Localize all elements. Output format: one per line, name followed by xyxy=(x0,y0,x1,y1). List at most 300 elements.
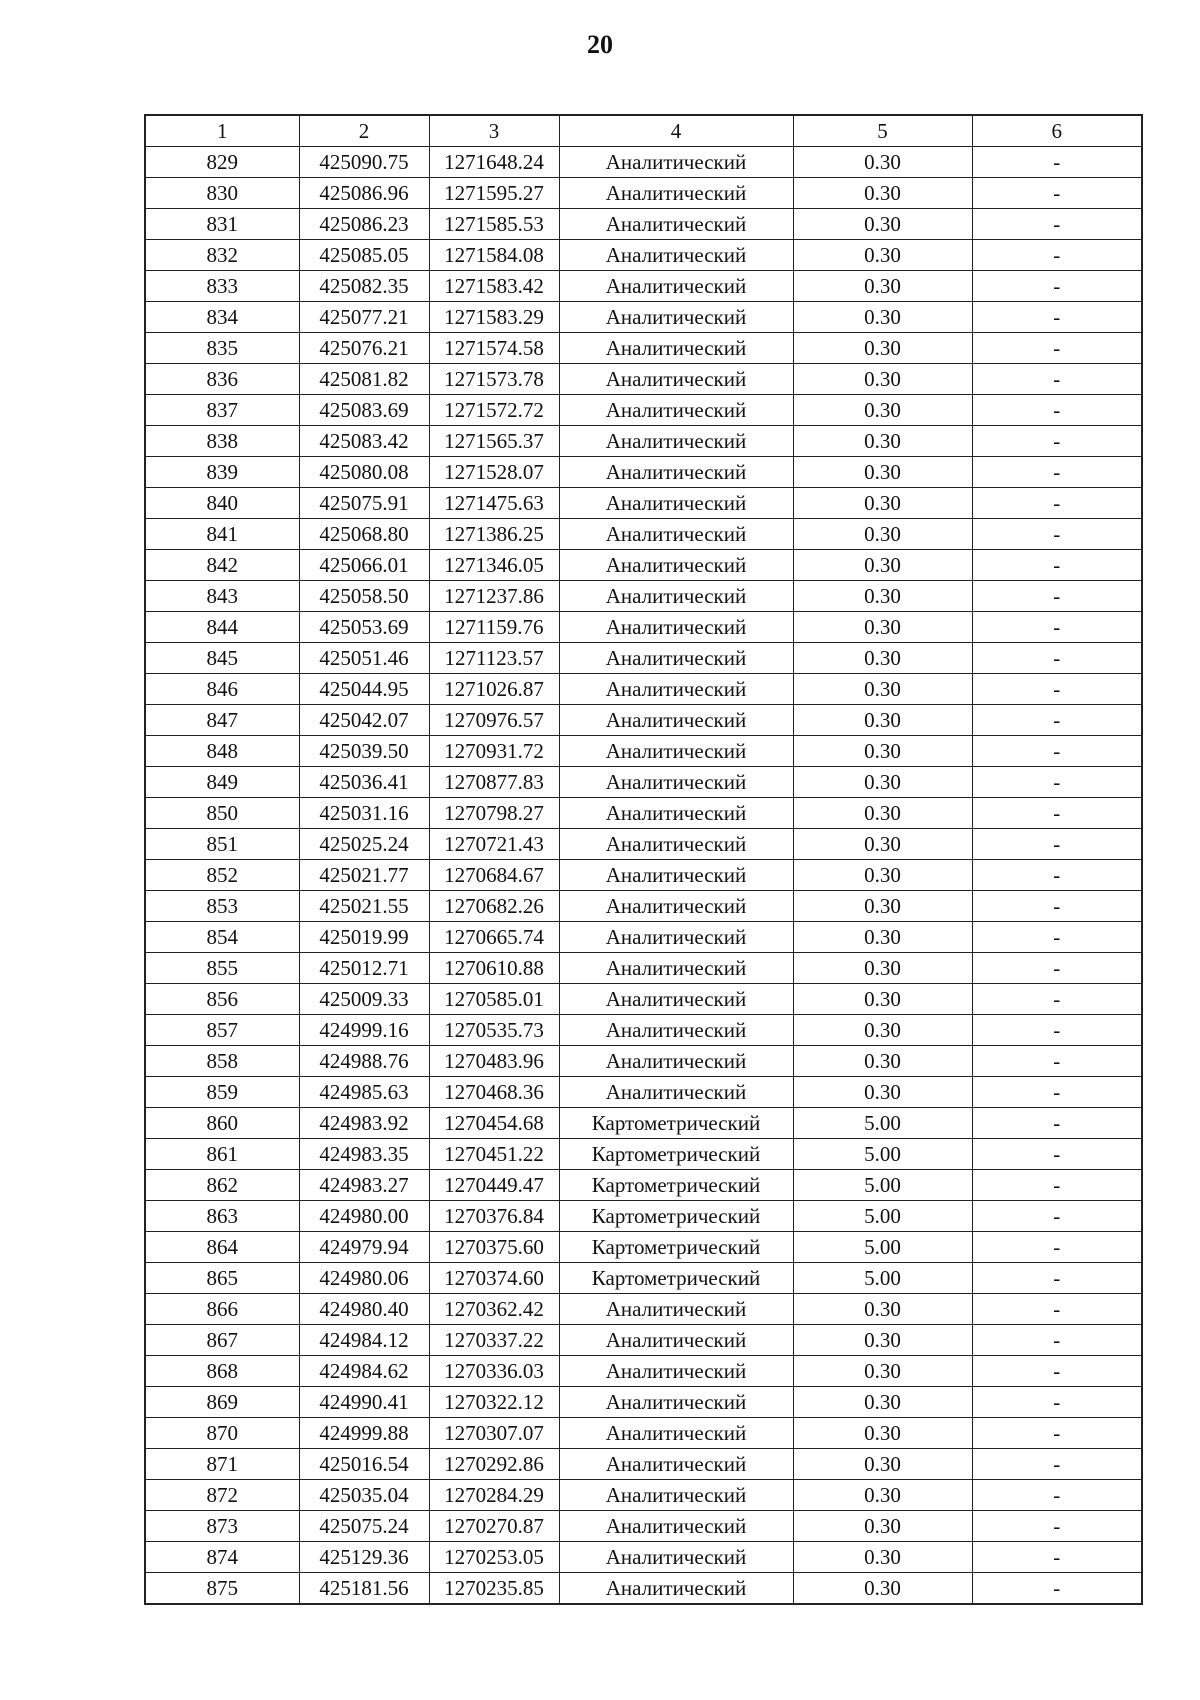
point-number-cell: 842 xyxy=(145,550,299,581)
method-cell: Аналитический xyxy=(559,333,793,364)
x-coordinate-cell: 425083.42 xyxy=(299,426,429,457)
y-coordinate-cell: 1271475.63 xyxy=(429,488,559,519)
point-number-cell: 850 xyxy=(145,798,299,829)
point-number-cell: 868 xyxy=(145,1356,299,1387)
table-row xyxy=(145,1449,1142,1480)
header-row xyxy=(145,115,1142,147)
table-row xyxy=(145,364,1142,395)
y-coordinate-cell: 1270931.72 xyxy=(429,736,559,767)
y-coordinate-cell: 1270253.05 xyxy=(429,1542,559,1573)
accuracy-cell: 0.30 xyxy=(793,1542,972,1573)
table-row xyxy=(145,271,1142,302)
method-cell: Аналитический xyxy=(559,209,793,240)
x-coordinate-cell: 425083.69 xyxy=(299,395,429,426)
method-cell: Аналитический xyxy=(559,643,793,674)
accuracy-cell: 0.30 xyxy=(793,457,972,488)
point-number-cell: 849 xyxy=(145,767,299,798)
note-cell: - xyxy=(972,829,1142,860)
table-row xyxy=(145,860,1142,891)
accuracy-cell: 0.30 xyxy=(793,829,972,860)
note-cell: - xyxy=(972,581,1142,612)
note-cell: - xyxy=(972,209,1142,240)
accuracy-cell: 0.30 xyxy=(793,1573,972,1605)
table-row xyxy=(145,1201,1142,1232)
method-cell: Аналитический xyxy=(559,1418,793,1449)
x-coordinate-cell: 425082.35 xyxy=(299,271,429,302)
x-coordinate-cell: 425081.82 xyxy=(299,364,429,395)
point-number-cell: 864 xyxy=(145,1232,299,1263)
point-number-cell: 843 xyxy=(145,581,299,612)
y-coordinate-cell: 1271237.86 xyxy=(429,581,559,612)
note-cell: - xyxy=(972,395,1142,426)
note-cell: - xyxy=(972,550,1142,581)
note-cell: - xyxy=(972,922,1142,953)
x-coordinate-cell: 425080.08 xyxy=(299,457,429,488)
note-cell: - xyxy=(972,798,1142,829)
point-number-cell: 858 xyxy=(145,1046,299,1077)
x-coordinate-cell: 425077.21 xyxy=(299,302,429,333)
note-cell: - xyxy=(972,1294,1142,1325)
x-coordinate-cell: 425076.21 xyxy=(299,333,429,364)
method-cell: Аналитический xyxy=(559,860,793,891)
point-number-cell: 836 xyxy=(145,364,299,395)
y-coordinate-cell: 1270284.29 xyxy=(429,1480,559,1511)
method-cell: Картометрический xyxy=(559,1170,793,1201)
table-row xyxy=(145,1573,1142,1605)
note-cell: - xyxy=(972,1325,1142,1356)
x-coordinate-cell: 425075.91 xyxy=(299,488,429,519)
note-cell: - xyxy=(972,302,1142,333)
accuracy-cell: 0.30 xyxy=(793,395,972,426)
method-cell: Аналитический xyxy=(559,674,793,705)
note-cell: - xyxy=(972,1046,1142,1077)
table-row xyxy=(145,488,1142,519)
note-cell: - xyxy=(972,519,1142,550)
table-row xyxy=(145,705,1142,736)
method-cell: Картометрический xyxy=(559,1139,793,1170)
table-row xyxy=(145,891,1142,922)
method-cell: Аналитический xyxy=(559,395,793,426)
accuracy-cell: 0.30 xyxy=(793,1325,972,1356)
x-coordinate-cell: 425044.95 xyxy=(299,674,429,705)
table-row xyxy=(145,302,1142,333)
method-cell: Аналитический xyxy=(559,178,793,209)
table-row xyxy=(145,1418,1142,1449)
note-cell: - xyxy=(972,860,1142,891)
accuracy-cell: 0.30 xyxy=(793,1418,972,1449)
method-cell: Аналитический xyxy=(559,767,793,798)
method-cell: Аналитический xyxy=(559,984,793,1015)
x-coordinate-cell: 424983.92 xyxy=(299,1108,429,1139)
point-number-cell: 871 xyxy=(145,1449,299,1480)
method-cell: Аналитический xyxy=(559,1449,793,1480)
y-coordinate-cell: 1271584.08 xyxy=(429,240,559,271)
x-coordinate-cell: 425025.24 xyxy=(299,829,429,860)
x-coordinate-cell: 424983.27 xyxy=(299,1170,429,1201)
point-number-cell: 833 xyxy=(145,271,299,302)
method-cell: Аналитический xyxy=(559,1077,793,1108)
point-number-cell: 866 xyxy=(145,1294,299,1325)
x-coordinate-cell: 425066.01 xyxy=(299,550,429,581)
method-cell: Аналитический xyxy=(559,953,793,984)
note-cell: - xyxy=(972,1387,1142,1418)
x-coordinate-cell: 425009.33 xyxy=(299,984,429,1015)
table-row xyxy=(145,1294,1142,1325)
note-cell: - xyxy=(972,984,1142,1015)
x-coordinate-cell: 425129.36 xyxy=(299,1542,429,1573)
point-number-cell: 831 xyxy=(145,209,299,240)
accuracy-cell: 0.30 xyxy=(793,1046,972,1077)
method-cell: Картометрический xyxy=(559,1263,793,1294)
table-row xyxy=(145,457,1142,488)
header-cell-2: 2 xyxy=(299,115,429,147)
accuracy-cell: 0.30 xyxy=(793,147,972,178)
table-row xyxy=(145,1170,1142,1201)
table-row xyxy=(145,209,1142,240)
note-cell: - xyxy=(972,736,1142,767)
accuracy-cell: 0.30 xyxy=(793,426,972,457)
point-number-cell: 872 xyxy=(145,1480,299,1511)
point-number-cell: 838 xyxy=(145,426,299,457)
note-cell: - xyxy=(972,1139,1142,1170)
table-row xyxy=(145,1077,1142,1108)
method-cell: Картометрический xyxy=(559,1108,793,1139)
method-cell: Аналитический xyxy=(559,426,793,457)
accuracy-cell: 0.30 xyxy=(793,333,972,364)
accuracy-cell: 0.30 xyxy=(793,1449,972,1480)
x-coordinate-cell: 425085.05 xyxy=(299,240,429,271)
x-coordinate-cell: 424980.00 xyxy=(299,1201,429,1232)
y-coordinate-cell: 1270585.01 xyxy=(429,984,559,1015)
accuracy-cell: 0.30 xyxy=(793,767,972,798)
point-number-cell: 862 xyxy=(145,1170,299,1201)
table-row xyxy=(145,550,1142,581)
note-cell: - xyxy=(972,488,1142,519)
point-number-cell: 867 xyxy=(145,1325,299,1356)
y-coordinate-cell: 1270610.88 xyxy=(429,953,559,984)
x-coordinate-cell: 425068.80 xyxy=(299,519,429,550)
accuracy-cell: 0.30 xyxy=(793,581,972,612)
y-coordinate-cell: 1270292.86 xyxy=(429,1449,559,1480)
method-cell: Аналитический xyxy=(559,1573,793,1605)
accuracy-cell: 0.30 xyxy=(793,1015,972,1046)
method-cell: Аналитический xyxy=(559,705,793,736)
accuracy-cell: 0.30 xyxy=(793,519,972,550)
y-coordinate-cell: 1270535.73 xyxy=(429,1015,559,1046)
accuracy-cell: 0.30 xyxy=(793,364,972,395)
note-cell: - xyxy=(972,767,1142,798)
y-coordinate-cell: 1270454.68 xyxy=(429,1108,559,1139)
header-cell-5: 5 xyxy=(793,115,972,147)
table-row xyxy=(145,1356,1142,1387)
x-coordinate-cell: 425021.77 xyxy=(299,860,429,891)
point-number-cell: 856 xyxy=(145,984,299,1015)
note-cell: - xyxy=(972,1356,1142,1387)
note-cell: - xyxy=(972,1573,1142,1605)
x-coordinate-cell: 425090.75 xyxy=(299,147,429,178)
accuracy-cell: 0.30 xyxy=(793,984,972,1015)
method-cell: Аналитический xyxy=(559,519,793,550)
note-cell: - xyxy=(972,333,1142,364)
y-coordinate-cell: 1271574.58 xyxy=(429,333,559,364)
y-coordinate-cell: 1270682.26 xyxy=(429,891,559,922)
table-row xyxy=(145,798,1142,829)
note-cell: - xyxy=(972,1511,1142,1542)
y-coordinate-cell: 1271583.42 xyxy=(429,271,559,302)
x-coordinate-cell: 425058.50 xyxy=(299,581,429,612)
point-number-cell: 859 xyxy=(145,1077,299,1108)
table-row xyxy=(145,395,1142,426)
point-number-cell: 873 xyxy=(145,1511,299,1542)
accuracy-cell: 0.30 xyxy=(793,860,972,891)
note-cell: - xyxy=(972,891,1142,922)
method-cell: Аналитический xyxy=(559,1480,793,1511)
accuracy-cell: 5.00 xyxy=(793,1170,972,1201)
y-coordinate-cell: 1270483.96 xyxy=(429,1046,559,1077)
table-row xyxy=(145,178,1142,209)
point-number-cell: 832 xyxy=(145,240,299,271)
note-cell: - xyxy=(972,1418,1142,1449)
accuracy-cell: 0.30 xyxy=(793,1511,972,1542)
method-cell: Аналитический xyxy=(559,1542,793,1573)
x-coordinate-cell: 424988.76 xyxy=(299,1046,429,1077)
note-cell: - xyxy=(972,1201,1142,1232)
x-coordinate-cell: 424985.63 xyxy=(299,1077,429,1108)
x-coordinate-cell: 424984.12 xyxy=(299,1325,429,1356)
table-row xyxy=(145,581,1142,612)
header-cell-6: 6 xyxy=(972,115,1142,147)
note-cell: - xyxy=(972,1480,1142,1511)
y-coordinate-cell: 1271585.53 xyxy=(429,209,559,240)
accuracy-cell: 0.30 xyxy=(793,1480,972,1511)
accuracy-cell: 5.00 xyxy=(793,1201,972,1232)
point-number-cell: 865 xyxy=(145,1263,299,1294)
point-number-cell: 839 xyxy=(145,457,299,488)
point-number-cell: 863 xyxy=(145,1201,299,1232)
x-coordinate-cell: 424980.40 xyxy=(299,1294,429,1325)
note-cell: - xyxy=(972,1015,1142,1046)
method-cell: Аналитический xyxy=(559,798,793,829)
x-coordinate-cell: 425042.07 xyxy=(299,705,429,736)
accuracy-cell: 0.30 xyxy=(793,922,972,953)
table-body xyxy=(145,147,1142,1605)
accuracy-cell: 0.30 xyxy=(793,705,972,736)
note-cell: - xyxy=(972,271,1142,302)
note-cell: - xyxy=(972,240,1142,271)
note-cell: - xyxy=(972,178,1142,209)
accuracy-cell: 0.30 xyxy=(793,612,972,643)
method-cell: Аналитический xyxy=(559,1325,793,1356)
point-number-cell: 848 xyxy=(145,736,299,767)
x-coordinate-cell: 424999.88 xyxy=(299,1418,429,1449)
note-cell: - xyxy=(972,1170,1142,1201)
y-coordinate-cell: 1270235.85 xyxy=(429,1573,559,1605)
table-row xyxy=(145,333,1142,364)
note-cell: - xyxy=(972,1232,1142,1263)
table-row xyxy=(145,426,1142,457)
table-row xyxy=(145,1542,1142,1573)
point-number-cell: 834 xyxy=(145,302,299,333)
y-coordinate-cell: 1271583.29 xyxy=(429,302,559,333)
note-cell: - xyxy=(972,643,1142,674)
accuracy-cell: 0.30 xyxy=(793,953,972,984)
y-coordinate-cell: 1271026.87 xyxy=(429,674,559,705)
y-coordinate-cell: 1270684.67 xyxy=(429,860,559,891)
x-coordinate-cell: 424983.35 xyxy=(299,1139,429,1170)
accuracy-cell: 0.30 xyxy=(793,891,972,922)
y-coordinate-cell: 1271123.57 xyxy=(429,643,559,674)
point-number-cell: 861 xyxy=(145,1139,299,1170)
accuracy-cell: 0.30 xyxy=(793,674,972,705)
y-coordinate-cell: 1271648.24 xyxy=(429,147,559,178)
point-number-cell: 874 xyxy=(145,1542,299,1573)
x-coordinate-cell: 425036.41 xyxy=(299,767,429,798)
method-cell: Аналитический xyxy=(559,736,793,767)
point-number-cell: 875 xyxy=(145,1573,299,1605)
method-cell: Аналитический xyxy=(559,581,793,612)
point-number-cell: 829 xyxy=(145,147,299,178)
method-cell: Аналитический xyxy=(559,302,793,333)
y-coordinate-cell: 1271159.76 xyxy=(429,612,559,643)
point-number-cell: 847 xyxy=(145,705,299,736)
x-coordinate-cell: 424980.06 xyxy=(299,1263,429,1294)
table-row xyxy=(145,643,1142,674)
x-coordinate-cell: 425019.99 xyxy=(299,922,429,953)
method-cell: Аналитический xyxy=(559,240,793,271)
y-coordinate-cell: 1270877.83 xyxy=(429,767,559,798)
point-number-cell: 869 xyxy=(145,1387,299,1418)
point-number-cell: 851 xyxy=(145,829,299,860)
accuracy-cell: 5.00 xyxy=(793,1232,972,1263)
method-cell: Аналитический xyxy=(559,612,793,643)
y-coordinate-cell: 1271573.78 xyxy=(429,364,559,395)
y-coordinate-cell: 1270375.60 xyxy=(429,1232,559,1263)
x-coordinate-cell: 424999.16 xyxy=(299,1015,429,1046)
x-coordinate-cell: 425021.55 xyxy=(299,891,429,922)
point-number-cell: 830 xyxy=(145,178,299,209)
method-cell: Аналитический xyxy=(559,550,793,581)
table-row xyxy=(145,1387,1142,1418)
accuracy-cell: 0.30 xyxy=(793,178,972,209)
x-coordinate-cell: 425031.16 xyxy=(299,798,429,829)
x-coordinate-cell: 425039.50 xyxy=(299,736,429,767)
table-row xyxy=(145,1480,1142,1511)
table-row xyxy=(145,829,1142,860)
x-coordinate-cell: 425035.04 xyxy=(299,1480,429,1511)
x-coordinate-cell: 424990.41 xyxy=(299,1387,429,1418)
table-row xyxy=(145,953,1142,984)
point-number-cell: 841 xyxy=(145,519,299,550)
table-header xyxy=(145,115,1142,147)
y-coordinate-cell: 1270270.87 xyxy=(429,1511,559,1542)
method-cell: Аналитический xyxy=(559,488,793,519)
y-coordinate-cell: 1270322.12 xyxy=(429,1387,559,1418)
y-coordinate-cell: 1270307.07 xyxy=(429,1418,559,1449)
accuracy-cell: 0.30 xyxy=(793,209,972,240)
note-cell: - xyxy=(972,147,1142,178)
accuracy-cell: 0.30 xyxy=(793,736,972,767)
accuracy-cell: 0.30 xyxy=(793,798,972,829)
accuracy-cell: 0.30 xyxy=(793,271,972,302)
method-cell: Аналитический xyxy=(559,922,793,953)
note-cell: - xyxy=(972,674,1142,705)
y-coordinate-cell: 1270976.57 xyxy=(429,705,559,736)
point-number-cell: 845 xyxy=(145,643,299,674)
note-cell: - xyxy=(972,1108,1142,1139)
coordinates-table xyxy=(144,114,1143,1605)
y-coordinate-cell: 1270798.27 xyxy=(429,798,559,829)
x-coordinate-cell: 425075.24 xyxy=(299,1511,429,1542)
accuracy-cell: 5.00 xyxy=(793,1263,972,1294)
accuracy-cell: 0.30 xyxy=(793,550,972,581)
method-cell: Аналитический xyxy=(559,364,793,395)
note-cell: - xyxy=(972,705,1142,736)
header-cell-1: 1 xyxy=(145,115,299,147)
table-row xyxy=(145,922,1142,953)
x-coordinate-cell: 424979.94 xyxy=(299,1232,429,1263)
table-row xyxy=(145,612,1142,643)
y-coordinate-cell: 1270468.36 xyxy=(429,1077,559,1108)
y-coordinate-cell: 1270336.03 xyxy=(429,1356,559,1387)
x-coordinate-cell: 425053.69 xyxy=(299,612,429,643)
note-cell: - xyxy=(972,364,1142,395)
point-number-cell: 857 xyxy=(145,1015,299,1046)
note-cell: - xyxy=(972,1263,1142,1294)
header-cell-4: 4 xyxy=(559,115,793,147)
y-coordinate-cell: 1270374.60 xyxy=(429,1263,559,1294)
table-row xyxy=(145,1015,1142,1046)
point-number-cell: 835 xyxy=(145,333,299,364)
point-number-cell: 855 xyxy=(145,953,299,984)
y-coordinate-cell: 1271572.72 xyxy=(429,395,559,426)
note-cell: - xyxy=(972,953,1142,984)
note-cell: - xyxy=(972,426,1142,457)
y-coordinate-cell: 1271565.37 xyxy=(429,426,559,457)
y-coordinate-cell: 1271528.07 xyxy=(429,457,559,488)
accuracy-cell: 0.30 xyxy=(793,240,972,271)
y-coordinate-cell: 1271595.27 xyxy=(429,178,559,209)
y-coordinate-cell: 1270665.74 xyxy=(429,922,559,953)
point-number-cell: 853 xyxy=(145,891,299,922)
table-row xyxy=(145,1108,1142,1139)
accuracy-cell: 0.30 xyxy=(793,302,972,333)
note-cell: - xyxy=(972,612,1142,643)
table-row xyxy=(145,1139,1142,1170)
method-cell: Аналитический xyxy=(559,1015,793,1046)
table-row xyxy=(145,674,1142,705)
note-cell: - xyxy=(972,1542,1142,1573)
method-cell: Аналитический xyxy=(559,271,793,302)
method-cell: Аналитический xyxy=(559,1511,793,1542)
point-number-cell: 860 xyxy=(145,1108,299,1139)
method-cell: Картометрический xyxy=(559,1232,793,1263)
point-number-cell: 844 xyxy=(145,612,299,643)
table-row xyxy=(145,1232,1142,1263)
table-row xyxy=(145,240,1142,271)
point-number-cell: 854 xyxy=(145,922,299,953)
y-coordinate-cell: 1270449.47 xyxy=(429,1170,559,1201)
method-cell: Аналитический xyxy=(559,457,793,488)
x-coordinate-cell: 425086.96 xyxy=(299,178,429,209)
accuracy-cell: 0.30 xyxy=(793,1294,972,1325)
x-coordinate-cell: 425016.54 xyxy=(299,1449,429,1480)
page-number: 20 xyxy=(587,30,613,59)
table-row xyxy=(145,984,1142,1015)
y-coordinate-cell: 1270451.22 xyxy=(429,1139,559,1170)
method-cell: Аналитический xyxy=(559,891,793,922)
point-number-cell: 840 xyxy=(145,488,299,519)
accuracy-cell: 5.00 xyxy=(793,1108,972,1139)
